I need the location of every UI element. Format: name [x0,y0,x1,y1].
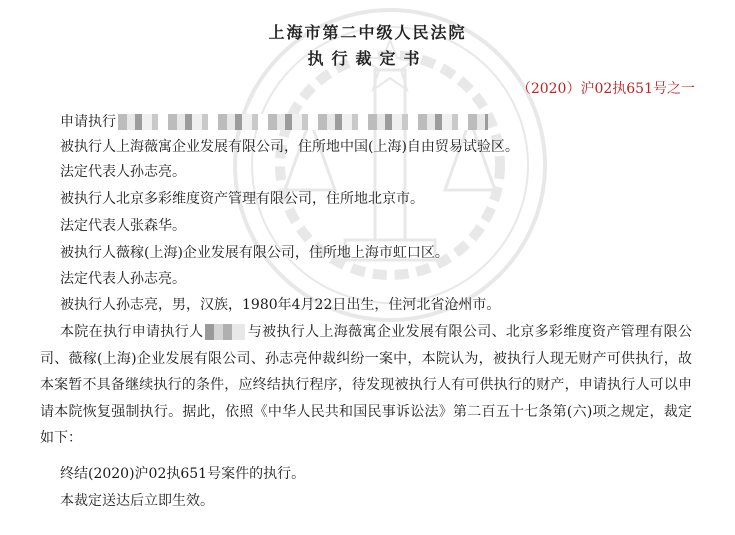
respondent-1: 被执行人上海薇寓企业发展有限公司，住所地中国(上海)自由贸易试验区。 [60,139,519,155]
case-number: （2020）沪02执651号之一 [516,81,695,97]
legal-rep-3: 法定代表人孙志亮。 [60,271,186,287]
legal-rep-2: 法定代表人张森华。 [60,218,186,234]
redacted-mosaic [118,114,488,130]
effective-line: 本裁定送达后立即生效。 [60,493,214,509]
redacted-applicant [205,324,245,340]
respondent-2: 被执行人北京多彩维度资产管理有限公司，住所地北京市。 [60,191,424,207]
reasoning-part1: 本院在执行申请执行人 [60,324,204,340]
court-name: 上海市第二中级人民法院 [268,23,467,42]
applicant-line [60,112,490,132]
ruling-line: 终结(2020)沪02执651号案件的执行。 [60,466,306,482]
respondent-4: 被执行人孙志亮，男，汉族，1980年4月22日出生，住河北省沧州市。 [60,297,501,313]
respondent-3: 被执行人薇稼(上海)企业发展有限公司，住所地上海市虹口区。 [60,245,449,261]
document-type: 执行裁定书 [307,49,428,68]
reasoning-part2: 与被执行人上海薇寓企业发展有限公司、北京多彩维度资产管理有限公司、薇稼(上海)企业发展有限公司、孙志亮仲裁纠纷一案中，本院认为，被执行人现无财产可供执行，故本案暂不具备继续执行的条件，应终结执行程序，待发现被执行人有可供执行的财产，申请执行人可以申请本院恢复强制执行。据此，依照《中华人民共和国民事诉讼法》第二百五十七条第(六)项之规定，裁定如下： [40,324,693,446]
applicant-prefix: 申请执行 [60,114,116,130]
reasoning-paragraph [40,319,692,452]
legal-rep-1: 法定代表人孙志亮。 [60,164,186,180]
